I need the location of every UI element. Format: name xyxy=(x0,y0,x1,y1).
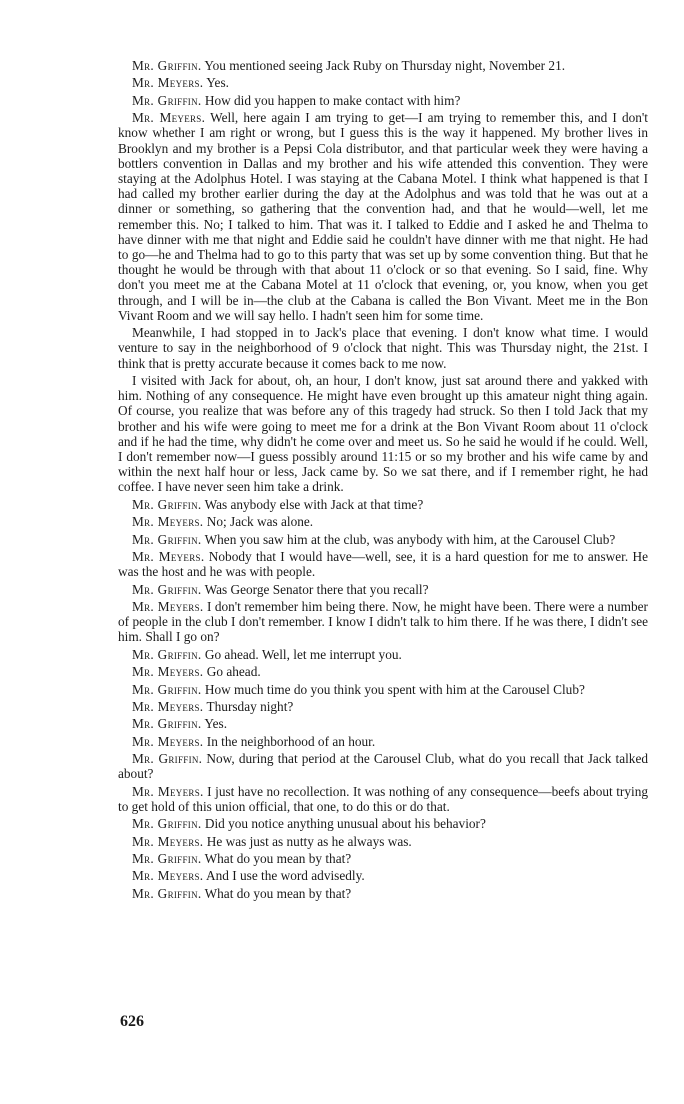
transcript-paragraph xyxy=(118,682,648,697)
paragraph-text: How much time do you think you spent with him at the Carousel Club? xyxy=(201,681,585,697)
speaker-name: Mr. Griffin. xyxy=(132,531,202,547)
paragraph-text: In the neighborhood of an hour. xyxy=(203,733,376,749)
paragraph-text: What do you mean by that? xyxy=(201,851,352,867)
paragraph-text: Was George Senator there that you recall? xyxy=(201,581,429,597)
transcript-paragraph xyxy=(118,716,648,731)
speaker-name: Mr. Meyers. xyxy=(132,664,204,680)
transcript-paragraph xyxy=(118,851,648,866)
transcript-paragraph xyxy=(118,699,648,714)
paragraph-text: Nobody that I would have—well, see, it is a hard question for me to answer. He was the host and he was with people. xyxy=(118,548,648,580)
paragraph-text: I just have no recollection. It was nothing of any consequence—beefs about trying to get hold of this union official, that one, to do this or do that. xyxy=(118,783,648,814)
transcript-paragraph xyxy=(118,58,648,73)
paragraph-text: How did you happen to make contact with him? xyxy=(201,92,461,108)
speaker-name: Mr. Griffin. xyxy=(132,816,202,832)
paragraph-text: I don't remember him being there. Now, he might have been. There were a number of people in the club I don't remember. I know I didn't talk to him there. If he was there, I didn't see him. Shall I go on? xyxy=(118,598,648,645)
speaker-name: Mr. Meyers. xyxy=(132,514,204,530)
transcript-paragraph xyxy=(118,549,648,579)
transcript-paragraph xyxy=(118,582,648,597)
paragraph-text: When you saw him at the club, was anybody with him, at the Carousel Club? xyxy=(201,531,616,547)
speaker-name: Mr. Griffin. xyxy=(132,496,202,512)
transcript-paragraph xyxy=(118,868,648,883)
transcript-paragraph xyxy=(118,816,648,831)
transcript-paragraph xyxy=(118,599,648,645)
paragraph-text: You mentioned seeing Jack Ruby on Thursday night, November 21. xyxy=(201,58,566,73)
speaker-name: Mr. Meyers. xyxy=(132,75,204,91)
transcript-body xyxy=(118,58,648,903)
transcript-paragraph xyxy=(118,834,648,849)
speaker-name: Mr. Griffin. xyxy=(132,58,202,73)
paragraph-text: Did you notice anything unusual about his behavior? xyxy=(201,816,486,832)
speaker-name: Mr. Griffin. xyxy=(132,92,202,108)
speaker-name: Mr. Griffin. xyxy=(132,716,202,732)
speaker-name: Mr. Meyers. xyxy=(132,698,204,714)
transcript-paragraph xyxy=(118,373,648,495)
transcript-paragraph xyxy=(118,514,648,529)
paragraph-text: Yes. xyxy=(201,716,228,732)
paragraph-text: Yes. xyxy=(203,75,229,91)
speaker-name: Mr. Meyers. xyxy=(132,733,204,749)
transcript-paragraph xyxy=(118,751,648,781)
speaker-name: Mr. Griffin. xyxy=(132,885,202,901)
transcript-paragraph xyxy=(118,75,648,90)
transcript-paragraph xyxy=(118,110,648,323)
paragraph-text: Meanwhile, I had stopped in to Jack's place that evening. I don't know what time. I would venture to say in the neighborhood of 9 o'clock that night. This was Thursday night, the 21st. I think that is pretty accurate because it comes back to me now. xyxy=(118,325,648,371)
transcript-paragraph xyxy=(118,664,648,679)
speaker-name: Mr. Meyers. xyxy=(132,833,204,849)
speaker-name: Mr. Griffin. xyxy=(132,851,202,867)
paragraph-text: He was just as nutty as he always was. xyxy=(203,833,412,849)
speaker-name: Mr. Griffin. xyxy=(132,581,202,597)
paragraph-text: Well, here again I am trying to get—I am trying to remember this, and I don't know whether I am right or wrong, but I guess this is the way it happened. My brother lives in Brooklyn and my brother is a Pepsi Cola distributor, and that particular week they were having a bottlers convention in Dallas and my brother and his wife attended this convention. They were staying at the Adolphus Hotel. I was staying at the Cabana Motel. I think what happened is that I had called my brother earlier during the day at the Adolphus and was told that he was out at a dinner or something, so gathering that the convention had, and that he would—well, let me remember this. No; I talked to him. That was it. I talked to Eddie and I asked he and Thelma to have dinner with me that night and Eddie said he couldn't have dinner with me that night. He had to go—he and Thelma had to go to this party that was set up by some convention thing. But that he thought he would be through with that about 11 o'clock or so that evening. So I said, fine. Why don't you meet me at the Cabana Motel at 11 o'clock that evening, or, you know, when you get through, and I will be in—the club at the Cabana is called the Bon Vivant. Meet me in the Bon Vivant Room and we will say hello. I hadn't seen him for some time. xyxy=(118,110,648,323)
transcript-paragraph xyxy=(118,647,648,662)
paragraph-text: Go ahead. Well, let me interrupt you. xyxy=(201,646,402,662)
speaker-name: Mr. Meyers. xyxy=(132,548,205,564)
speaker-name: Mr. Meyers. xyxy=(132,868,204,884)
transcript-paragraph xyxy=(118,532,648,547)
paragraph-text: Thursday night? xyxy=(203,698,294,714)
transcript-paragraph xyxy=(118,784,648,814)
speaker-name: Mr. Meyers. xyxy=(132,598,204,614)
speaker-name: Mr. Griffin. xyxy=(132,751,203,767)
page-number: 626 xyxy=(120,1013,144,1030)
transcript-paragraph xyxy=(118,497,648,512)
paragraph-text: Go ahead. xyxy=(203,664,261,680)
paragraph-text: No; Jack was alone. xyxy=(203,514,314,530)
transcript-paragraph xyxy=(118,93,648,108)
paragraph-text: Was anybody else with Jack at that time? xyxy=(201,496,424,512)
transcript-paragraph xyxy=(118,325,648,371)
speaker-name: Mr. Meyers. xyxy=(132,110,206,126)
speaker-name: Mr. Meyers. xyxy=(132,783,204,799)
transcript-paragraph xyxy=(118,886,648,901)
speaker-name: Mr. Griffin. xyxy=(132,646,202,662)
paragraph-text: Now, during that period at the Carousel Club, what do you recall that Jack talked about? xyxy=(118,751,648,782)
speaker-name: Mr. Griffin. xyxy=(132,681,202,697)
paragraph-text: I visited with Jack for about, oh, an hour, I don't know, just sat around there and yakked with him. Nothing of any consequence. He might have even brought up this amateur night thing again. Of course, you realize that was before any of this tragedy had struck. So then I told Jack that my brother and his wife were going to meet me for a drink at the Bon Vivant Room about 11 o'clock and if he had the time, why didn't he come over and meet us. So he said he would if he could. Well, I don't remember now—I guess possibly around 11:15 or so my brother and his wife came by and within the next half hour or less, Jack came by. So we sat there, and if I remember right, he had coffee. I have never seen him take a drink. xyxy=(118,373,648,495)
paragraph-text: What do you mean by that? xyxy=(201,885,352,901)
transcript-paragraph xyxy=(118,734,648,749)
paragraph-text: And I use the word advisedly. xyxy=(203,868,365,884)
